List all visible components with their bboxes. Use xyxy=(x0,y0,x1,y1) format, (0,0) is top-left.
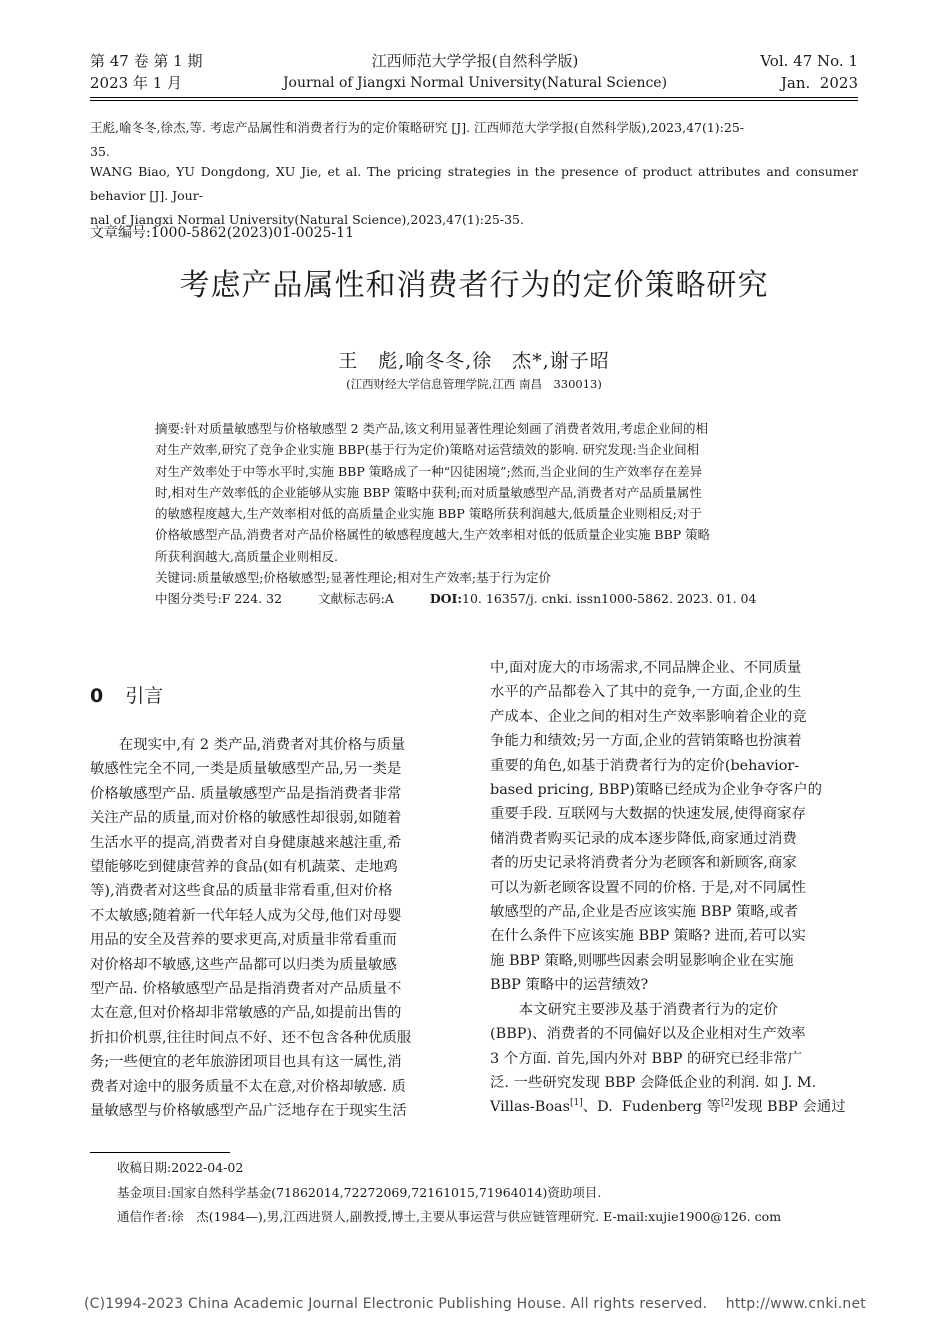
ref-author-2: 、D. Fudenberg 等 xyxy=(582,1099,721,1116)
header-rule-2 xyxy=(90,100,858,101)
clc-number: 中图分类号:F 224. 32 xyxy=(155,591,283,607)
section-number: 0 xyxy=(90,685,104,707)
body-line: 敏感性完全不同,一类是质量敏感型产品,另一类是 xyxy=(90,761,402,778)
body-line: 重要的角色,如基于消费者行为的定价(behavior- xyxy=(490,757,800,774)
body-line-with-refs xyxy=(490,1095,858,1119)
right-column xyxy=(490,656,858,1120)
abstract-line: 所获利润越大,高质量企业则相反. xyxy=(155,548,338,564)
citation-cn xyxy=(90,116,858,164)
doi-label: DOI: xyxy=(429,591,463,607)
abstract-line: 时,相对生产效率低的企业能够从实施 BBP 策略中获利;而对质量敏感型产品,消费者对产品质量属性 xyxy=(155,484,702,500)
body-line: 折扣价机票,往往时间点不好、还不包含各种优质服 xyxy=(90,1029,412,1046)
doi-value: 10. 16357/j. cnki. issn1000-5862. 2023. 01. 04 xyxy=(462,591,757,607)
citation-en-line2: nal of Jiangxi Normal University(Natural Science),2023,47(1):25-35. xyxy=(90,212,524,227)
body-line: 对价格却不敏感,这些产品都可以归类为质量敏感 xyxy=(90,956,397,973)
body-line: 争能力和绩效;另一方面,企业的营销策略也扮演着 xyxy=(490,733,802,750)
keywords: 关键词:质量敏感型;价格敏感型;显著性理论;相对生产效率;基于行为定价 xyxy=(155,570,552,586)
header-date-cn: 2023 年 1 月 xyxy=(90,74,183,92)
corresponding-author: 通信作者:徐 杰(1984—),男,江西进贤人,副教授,博士,主要从事运营与供应链管理研究. E-mail:xujie1900@126. com xyxy=(117,1209,782,1224)
affiliation: (江西财经大学信息管理学院,江西 南昌 330013) xyxy=(346,377,602,391)
body-line: 泛. 一些研究发现 BBP 会降低企业的利润. 如 J. M. xyxy=(490,1074,817,1091)
body-line: 敏感型的产品,企业是否应该实施 BBP 策略,或者 xyxy=(490,904,799,921)
article-number: 文章编号:1000-5862(2023)01-0025-11 xyxy=(90,225,354,241)
body-line: 关注产品的质量,而对价格的敏感性却很弱,如随着 xyxy=(90,810,402,827)
footnotes xyxy=(117,1156,877,1230)
body-line: 在什么条件下应该实施 BBP 策略? 进而,若可以实 xyxy=(490,928,806,945)
received-date: 收稿日期:2022-04-02 xyxy=(117,1160,244,1175)
body-line: 本文研究主要涉及基于消费者行为的定价 xyxy=(518,1001,778,1018)
abstract xyxy=(155,418,795,610)
body-line: 可以为新老顾客设置不同的价格. 于是,对不同属性 xyxy=(490,879,806,896)
header-journal-en: Journal of Jiangxi Normal University(Natural Science) xyxy=(282,75,668,91)
body-line: 中,面对庞大的市场需求,不同品牌企业、不同质量 xyxy=(490,660,802,676)
citation-cn-line2: 35. xyxy=(90,144,110,159)
body-line: 型产品. 价格敏感型产品是指消费者对产品质量不 xyxy=(90,981,402,998)
body-line: 3 个方面. 首先,国内外对 BBP 的研究已经非常广 xyxy=(490,1050,803,1067)
body-line: 价格敏感型产品. 质量敏感型产品是指消费者非常 xyxy=(90,785,402,802)
body-line: (BBP)、消费者的不同偏好以及企业相对生产效率 xyxy=(490,1026,806,1043)
ref-text: 发现 BBP 会通过 xyxy=(733,1099,846,1116)
header-journal-cn: 江西师范大学学报(自然科学版) xyxy=(371,52,579,70)
abstract-line: 价格敏感型产品,消费者对产品价格属性的敏感程度越大,生产效率相对低的低质量企业实施 BBP 策略 xyxy=(155,527,711,543)
body-line: 储消费者购买记录的成本逐步降低,商家通过消费 xyxy=(490,830,797,847)
body-line: 不太敏感;随着新一代年轻人成为父母,他们对母婴 xyxy=(90,907,402,924)
header-vol-en: Vol. 47 No. 1 xyxy=(760,52,858,70)
section-title: 引言 xyxy=(125,685,164,707)
body-line: 用品的安全及营养的要求更高,对质量非常看重而 xyxy=(90,932,397,949)
footnote-rule xyxy=(90,1152,230,1153)
header-issue-cn: 第 47 卷 第 1 期 xyxy=(90,52,203,70)
citation-ref-1[interactable]: [1] xyxy=(569,1098,583,1109)
body-line: BBP 策略中的运营绩效? xyxy=(490,977,649,994)
document-code: 文献标志码:A xyxy=(318,591,394,607)
body-line: 等),消费者对这些食品的质量非常看重,但对价格 xyxy=(90,883,393,900)
left-column xyxy=(90,733,458,1124)
citation-en-line1: WANG Biao, YU Dongdong, XU Jie, et al. The pricing strategies in the presence of product attributes and consumer behavior [J]. Jour- xyxy=(90,164,858,203)
header-rule xyxy=(90,97,858,98)
copyright-footer: (C)1994-2023 China Academic Journal Electronic Publishing House. All rights reserved. http://www.cnki.net xyxy=(84,1296,866,1312)
citation-cn-line1: 王彪,喻冬冬,徐杰,等. 考虑产品属性和消费者行为的定价策略研究 [J]. 江西师范大学学报(自然科学版),2023,47(1):25- xyxy=(90,120,745,135)
ref-author: Villas-Boas xyxy=(490,1099,570,1116)
body-line: 量敏感型与价格敏感型产品广泛地存在于现实生活 xyxy=(90,1103,407,1120)
abstract-line: 摘要:针对质量敏感型与价格敏感型 2 类产品,该文利用显著性理论刻画了消费者效用,考虑企业间的相 xyxy=(155,421,709,436)
abstract-line: 对生产效率,研究了竞争企业实施 BBP(基于行为定价)策略对运营绩效的影响. 研究发现:当企业间相 xyxy=(155,442,700,458)
header-date-en: Jan. 2023 xyxy=(780,74,858,92)
body-line: 施 BBP 策略,则哪些因素会明显影响企业在实施 xyxy=(490,952,794,969)
funding-info: 基金项目:国家自然科学基金(71862014,72272069,72161015,71964014)资助项目. xyxy=(117,1184,602,1200)
abstract-line: 的敏感程度越大,生产效率相对低的高质量企业实施 BBP 策略所获利润越大,低质量企业则相反;对于 xyxy=(155,506,702,522)
body-line: 生活水平的提高,消费者对自身健康越来越注重,希 xyxy=(90,834,402,851)
page-title: 考虑产品属性和消费者行为的定价策略研究 xyxy=(179,268,769,303)
abstract-line: 对生产效率处于中等水平时,实施 BBP 策略成了一种“囚徒困境”;然而,当企业间的生产效率存在差异 xyxy=(155,463,703,479)
body-line: 水平的产品都卷入了其中的竞争,一方面,企业的生 xyxy=(490,684,802,701)
body-line: 望能够吃到健康营养的食品(如有机蔬菜、走地鸡 xyxy=(90,859,398,876)
citation-ref-2[interactable]: [2] xyxy=(720,1098,734,1109)
section-heading xyxy=(90,681,163,708)
body-line: 务;一些便宜的老年旅游团项目也具有这一属性,消 xyxy=(90,1054,402,1071)
body-line: 者的历史记录将消费者分为老顾客和新顾客,商家 xyxy=(490,855,797,872)
body-line: 在现实中,有 2 类产品,消费者对其价格与质量 xyxy=(118,737,406,753)
classification-line xyxy=(155,588,795,609)
body-line: 费者对途中的服务质量不太在意,对价格却敏感. 质 xyxy=(90,1078,406,1095)
body-line: 重要手段. 互联网与大数据的快速发展,使得商家存 xyxy=(490,806,806,823)
body-line: 太在意,但对价格却非常敏感的产品,如提前出售的 xyxy=(90,1005,402,1022)
body-line: 产成本、企业之间的相对生产效率影响着企业的竞 xyxy=(490,708,807,725)
authors: 王 彪,喻冬冬,徐 杰*,谢子昭 xyxy=(338,350,610,372)
body-line: based pricing, BBP)策略已经成为企业争夺客户的 xyxy=(490,782,822,799)
